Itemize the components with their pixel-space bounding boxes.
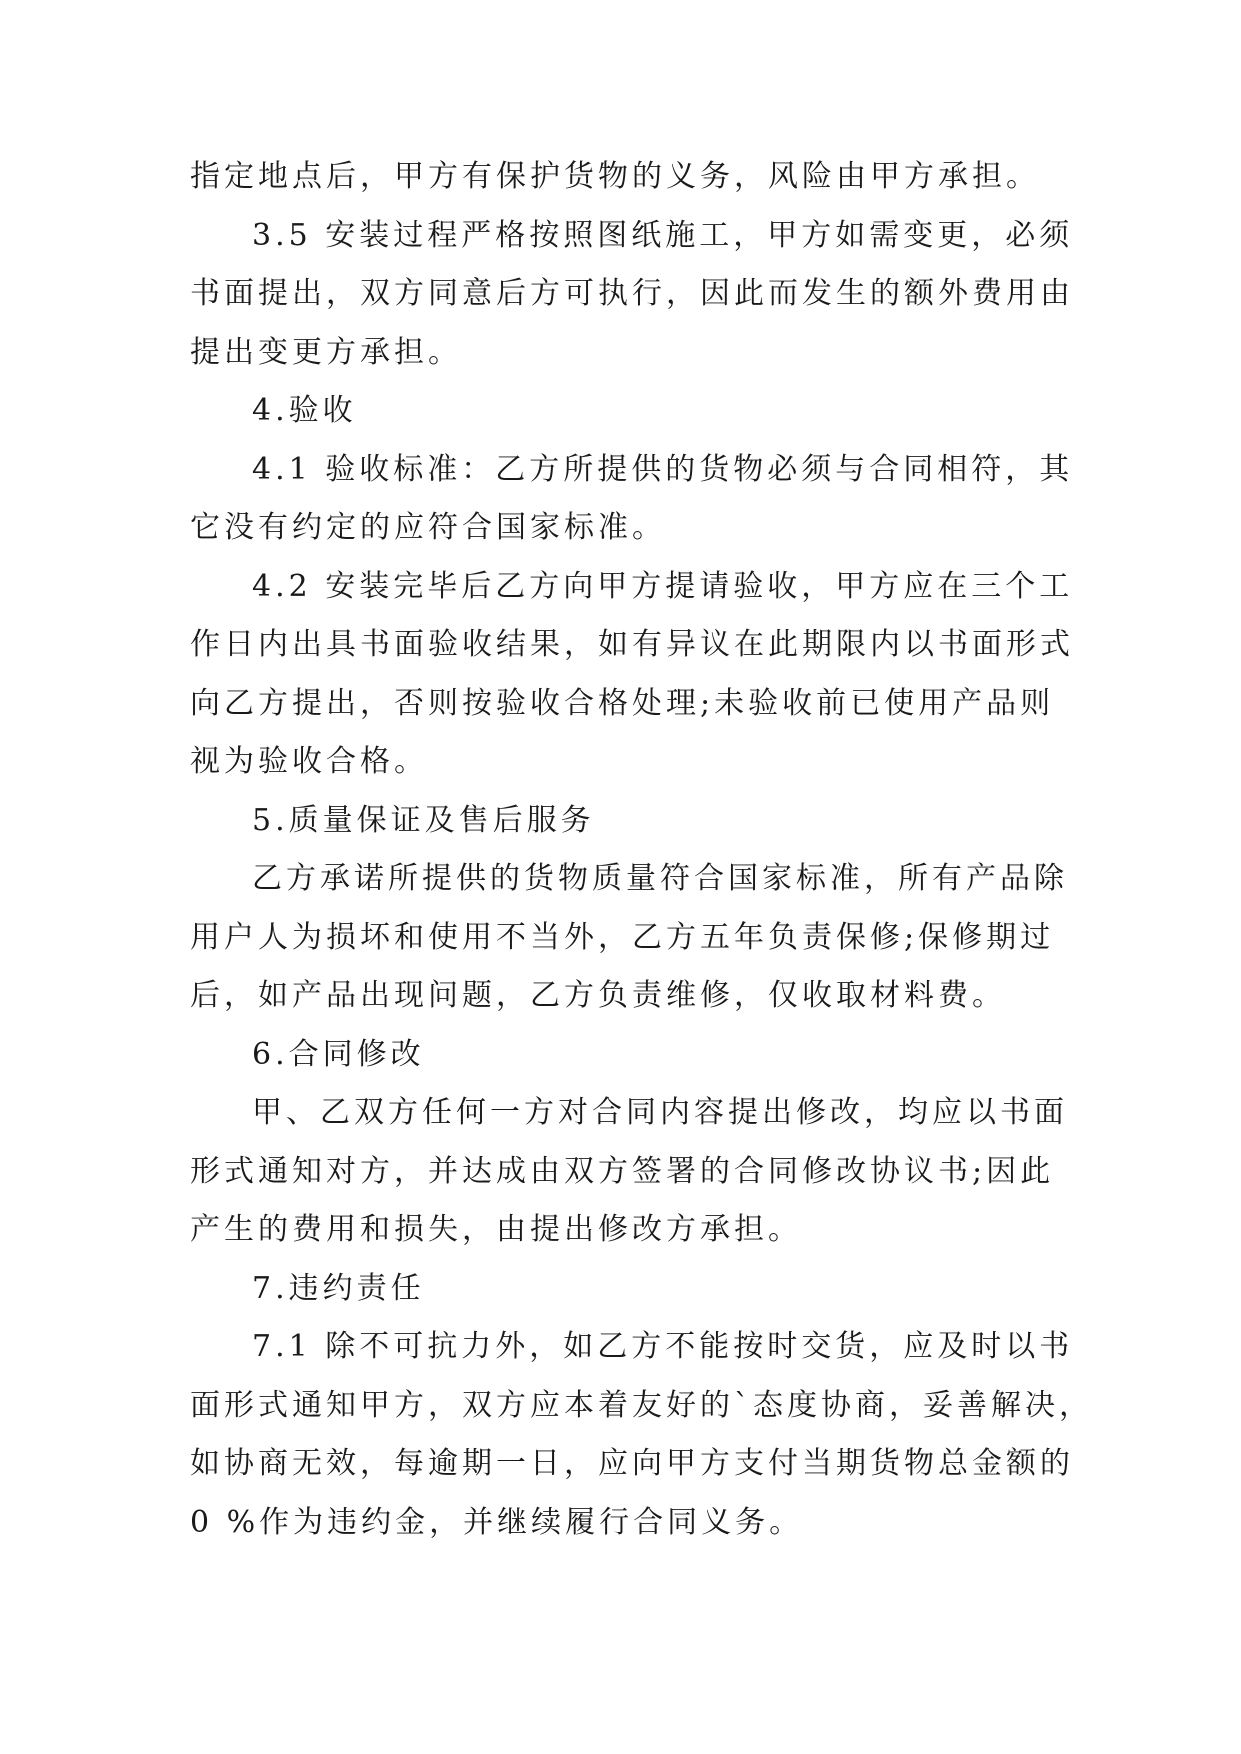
text-line: 4.1 验收标准：乙方所提供的货物必须与合同相符，其 [252, 451, 1074, 487]
text-line: 如协商无效，每逾期一日，应向甲方支付当期货物总金额的 [190, 1446, 1074, 1481]
text-line: 甲、乙双方任何一方对合同内容提出修改，均应以书面 [252, 1095, 1068, 1130]
section-heading: 5.质量保证及售后服务 [252, 802, 595, 838]
text-line: 书面提出，双方同意后方可执行，因此而发生的额外费用由 [190, 276, 1074, 311]
text-line: 指定地点后，甲方有保护货物的义务，风险由甲方承担。 [190, 159, 1040, 194]
text-line: 3.5 安装过程严格按照图纸施工，甲方如需变更，必须 [252, 217, 1074, 253]
text-line: 面形式通知甲方，双方应本着友好的`态度协商，妥善解决， [190, 1387, 1093, 1423]
section-heading: 4.验收 [252, 393, 357, 428]
text-line: 0 %作为违约金，并继续履行合同义务。 [190, 1504, 804, 1540]
section-heading: 7.违约责任 [252, 1270, 425, 1306]
text-line: 它没有约定的应符合国家标准。 [190, 510, 666, 545]
text-line: 作日内出具书面验收结果，如有异议在此期限内以书面形式 [190, 627, 1074, 662]
text-line: 后，如产品出现问题，乙方负责维修，仅收取材料费。 [190, 978, 1006, 1013]
text-line: 向乙方提出，否则按验收合格处理;未验收前已使用产品则 [190, 685, 1055, 721]
document-body [190, 148, 1093, 1552]
text-line: 形式通知对方，并达成由双方签署的合同修改协议书;因此 [190, 1153, 1055, 1189]
text-line: 提出变更方承担。 [190, 334, 462, 370]
text-line: 4.2 安装完毕后乙方向甲方提请验收，甲方应在三个工 [252, 568, 1074, 604]
section-heading: 6.合同修改 [252, 1036, 425, 1072]
text-line: 乙方承诺所提供的货物质量符合国家标准，所有产品除 [252, 861, 1068, 896]
text-line: 产生的费用和损失，由提出修改方承担。 [190, 1212, 802, 1247]
text-line: 用户人为损坏和使用不当外，乙方五年负责保修;保修期过 [190, 919, 1055, 955]
text-line: 视为验收合格。 [190, 744, 428, 779]
text-line: 7.1 除不可抗力外，如乙方不能按时交货，应及时以书 [252, 1329, 1074, 1364]
